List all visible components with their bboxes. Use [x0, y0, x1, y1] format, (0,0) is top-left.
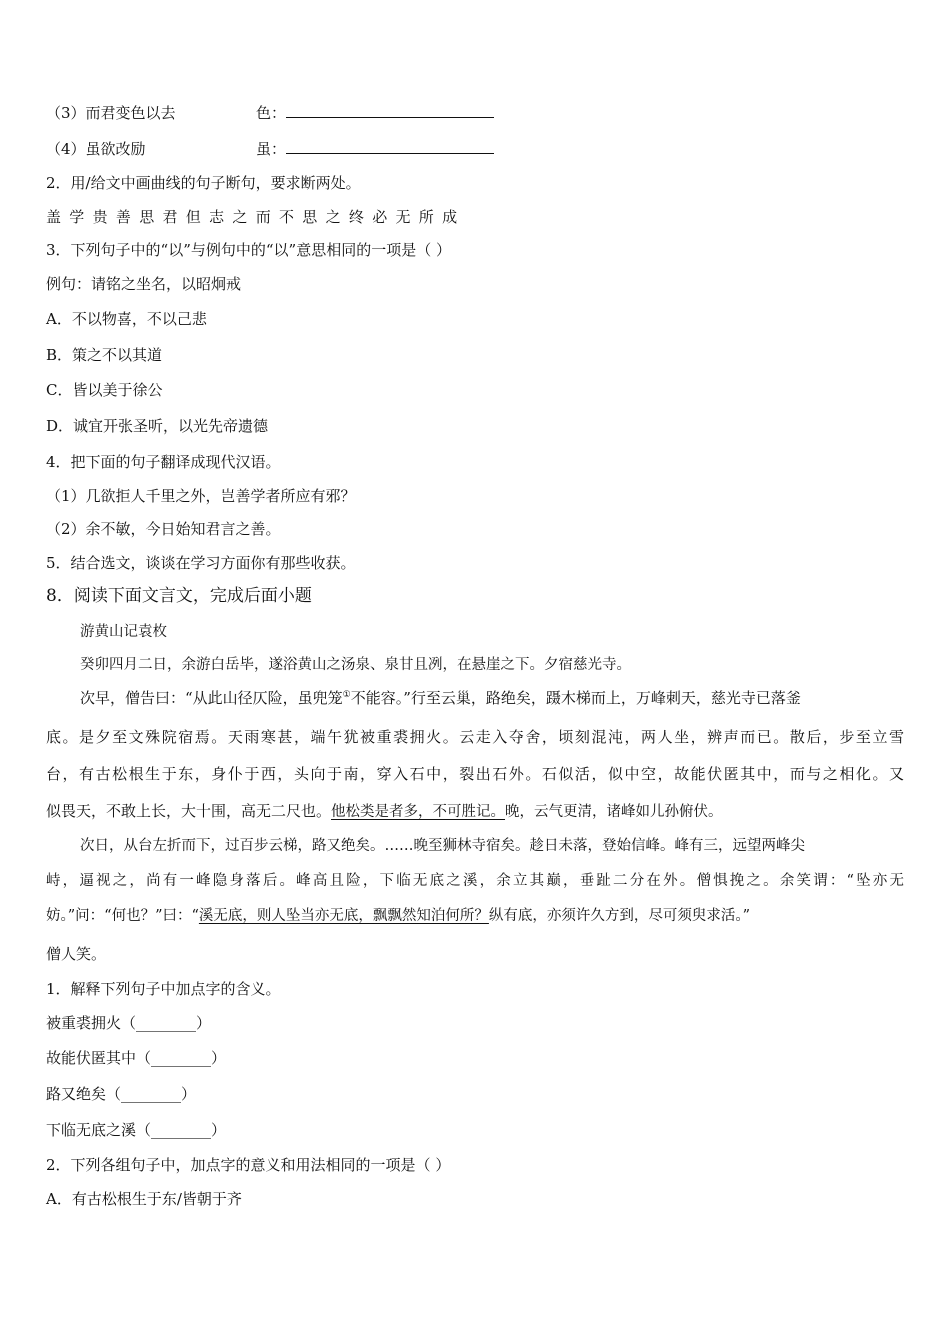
sub1-item-3: 路又绝矣（________） [46, 1085, 197, 1103]
q3-example: 例句：请铭之坐名，以昭炯戒 [46, 275, 242, 293]
q3-option-c: C．皆以美于徐公 [46, 381, 163, 399]
q3-option-d: D．诚宜开张圣听，以光先帝遗德 [46, 417, 269, 435]
sub2-option-a: A．有古松根生于东/皆朝于齐 [46, 1190, 242, 1208]
answer-blank[interactable] [286, 137, 494, 154]
q5-prompt: 5．结合选文，谈谈在学习方面你有那些收获。 [46, 554, 356, 572]
passage-paragraph-1: 癸卯四月二日，余游白岳毕，遂浴黄山之汤泉、泉甘且冽，在悬崖之下。夕宿慈光寺。 [80, 657, 631, 673]
passage-p3-line-3 [46, 906, 750, 926]
passage-text: 不能容。”行至云巢，路绝矣，蹑木梯而上，万峰刺天，慈光寺已落釜 [350, 689, 801, 707]
passage-text: 次早，僧告曰：“从此山径仄险，虽兜笼 [80, 689, 343, 707]
passage-title: 游黄山记袁枚 [80, 624, 167, 640]
sub1-item-2: 故能伏匿其中（________） [46, 1049, 227, 1067]
q2-sentence: 盖学贵善思君但志之而不思之终必无所成 [46, 208, 466, 226]
footnote-marker: ① [342, 690, 351, 700]
answer-blank[interactable] [286, 101, 494, 118]
q3-prompt: 3．下列句子中的“以”与例句中的“以”意思相同的一项是（ ） [46, 241, 451, 259]
passage-p2-line-3: 台，有古松根生于东，身仆于西，头向于南，穿入石中，裂出石外。石似活，似中空，故能伏匿其中，而与之相化。又 [46, 765, 904, 783]
underlined-sentence: 他松类是者多，不可胜记。 [331, 804, 506, 820]
q-prev-item-3 [46, 101, 494, 123]
q-prev-item-4-target: 虽： [256, 140, 287, 158]
passage-text: 纵有底，亦须许久方到，尽可须臾求活。” [488, 908, 751, 924]
q-prev-item-4 [46, 137, 494, 159]
q4-prompt: 4．把下面的句子翻译成现代汉语。 [46, 453, 281, 471]
sub1-item-4: 下临无底之溪（________） [46, 1121, 227, 1139]
q2-prompt: 2．用/给文中画曲线的句子断句，要求断两处。 [46, 174, 361, 192]
passage-p2-line-2: 底。是夕至文殊院宿焉。天雨寒甚，端午犹被重裘拥火。云走入夺舍，顷刻混沌，两人坐，辨声而已。散后，步至立雪 [46, 728, 904, 746]
q8-heading: 8．阅读下面文言文，完成后面小题 [46, 586, 312, 606]
q4-sentence-1: （1）几欲拒人千里之外，岂善学者所应有邪？ [46, 487, 356, 505]
passage-p3-line-1: 次日，从台左折而下，过百步云梯，路又绝矣。……晚至狮林寺宿矣。趁日未落，登始信峰。峰有三，远望两峰尖 [80, 838, 805, 854]
passage-p2-line-1 [80, 688, 801, 708]
passage-text: 似畏天，不敢上长，大十围，高无二尺也。 [46, 802, 332, 820]
q-prev-item-3-target: 色： [256, 104, 287, 122]
passage-p2-line-4 [46, 801, 723, 822]
underlined-sentence: 溪无底，则人坠当亦无底，飘飘然知泊何所？ [198, 908, 489, 924]
passage-text: 妨。”问：“何也？”曰：“ [46, 908, 199, 924]
sub1-item-1: 被重裘拥火（________） [46, 1014, 212, 1032]
sub2-prompt: 2．下列各组句子中，加点字的意义和用法相同的一项是（ ） [46, 1156, 451, 1174]
q-prev-item-4-sentence: （4）虽欲改励 [46, 140, 146, 158]
q-prev-item-3-sentence: （3）而君变色以去 [46, 104, 176, 122]
passage-p3-line-2: 峙，逼视之，尚有一峰隐身落后。峰高且险，下临无底之溪，余立其巅，垂趾二分在外。僧惧挽之。余笑谓：“坠亦无 [46, 873, 904, 889]
sub1-prompt: 1．解释下列句子中加点字的含义。 [46, 980, 281, 998]
q3-option-b: B．策之不以其道 [46, 346, 163, 364]
q3-option-a: A．不以物喜，不以己悲 [46, 310, 207, 328]
q4-sentence-2: （2）余不敏，今日始知君言之善。 [46, 520, 281, 538]
passage-text: 晚，云气更清，诸峰如儿孙俯伏。 [505, 804, 723, 820]
passage-p3-line-4: 僧人笑。 [46, 945, 107, 963]
